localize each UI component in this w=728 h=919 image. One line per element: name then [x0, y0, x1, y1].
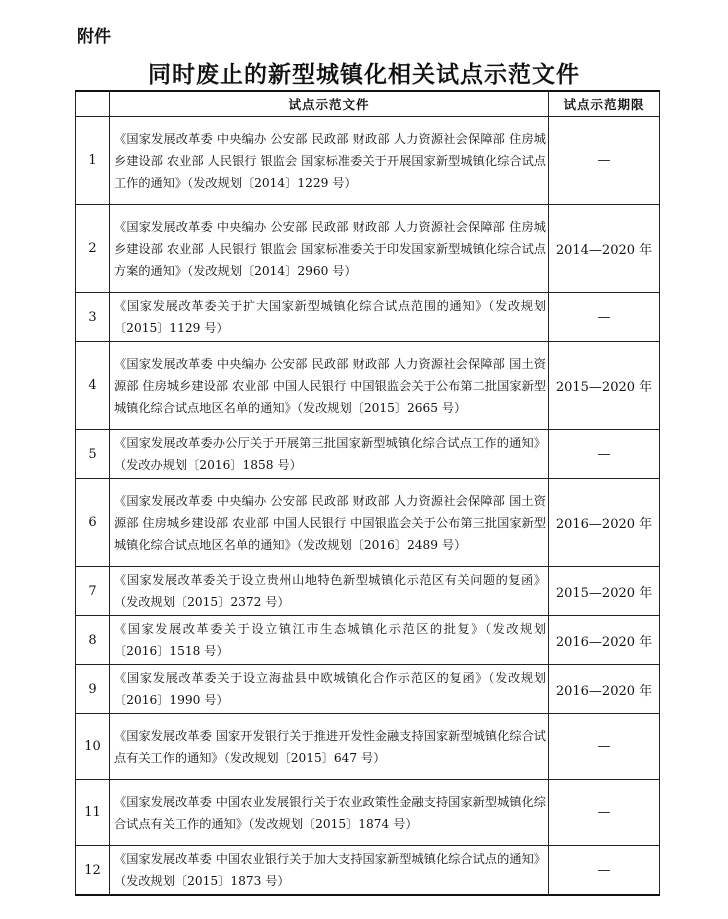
- table-row: [76, 479, 660, 567]
- row-period: 2016—2020 年: [549, 616, 660, 665]
- row-document: 《国家发展改革委关于设立海盐县中欧城镇化合作示范区的复函》（发改规划〔2016〕1990 号）: [110, 665, 549, 714]
- row-document: 《国家发展改革委 中央编办 公安部 民政部 财政部 人力资源社会保障部 国土资源部 住房城乡建设部 农业部 中国人民银行 中国银监会关于公布第二批国家新型城镇化综合试点地区名单的通知》（发改规划〔2015〕2665 号）: [110, 342, 549, 430]
- table-row: [76, 430, 660, 479]
- row-period: —: [549, 780, 660, 846]
- table-row: [76, 616, 660, 665]
- table-row: [76, 665, 660, 714]
- row-period: —: [549, 714, 660, 780]
- header-document: 试点示范文件: [110, 91, 549, 117]
- row-document: 《国家发展改革委关于设立镇江市生态城镇化示范区的批复》（发改规划〔2016〕1518 号）: [110, 616, 549, 665]
- row-number: 7: [76, 567, 110, 616]
- row-document: 《国家发展改革委关于设立贵州山地特色新型城镇化示范区有关问题的复函》（发改规划〔2015〕2372 号）: [110, 567, 549, 616]
- row-document: 《国家发展改革委关于扩大国家新型城镇化综合试点范围的通知》（发改规划〔2015〕1129 号）: [110, 293, 549, 342]
- row-number: 6: [76, 479, 110, 567]
- row-document: 《国家发展改革委 中国农业银行关于加大支持国家新型城镇化综合试点的通知》（发改规划〔2015〕1873 号）: [110, 846, 549, 896]
- row-number: 1: [76, 117, 110, 205]
- row-period: 2014—2020 年: [549, 205, 660, 293]
- row-number: 10: [76, 714, 110, 780]
- table-row: [76, 780, 660, 846]
- row-number: 2: [76, 205, 110, 293]
- row-document: 《国家发展改革委 国家开发银行关于推进开发性金融支持国家新型城镇化综合试点有关工作的通知》（发改规划〔2015〕647 号）: [110, 714, 549, 780]
- row-document: 《国家发展改革委办公厅关于开展第三批国家新型城镇化综合试点工作的通知》（发改办规划〔2016〕1858 号）: [110, 430, 549, 479]
- row-document: 《国家发展改革委 中央编办 公安部 民政部 财政部 人力资源社会保障部 住房城乡建设部 农业部 人民银行 银监会 国家标准委关于印发国家新型城镇化综合试点方案的通知》（发改规划〔2014〕2960 号）: [110, 205, 549, 293]
- pilot-documents-table: [75, 90, 660, 896]
- row-period: —: [549, 293, 660, 342]
- header-period: 试点示范期限: [549, 91, 660, 117]
- row-period: —: [549, 846, 660, 896]
- table-header-row: [76, 91, 660, 117]
- document-title: 同时废止的新型城镇化相关试点示范文件: [148, 61, 580, 88]
- table-row: [76, 846, 660, 896]
- table-row: [76, 714, 660, 780]
- table-row: [76, 293, 660, 342]
- header-number: [76, 91, 110, 117]
- row-document: 《国家发展改革委 中央编办 公安部 民政部 财政部 人力资源社会保障部 住房城乡建设部 农业部 人民银行 银监会 国家标准委关于开展国家新型城镇化综合试点工作的通知》（发改规划〔2014〕1229 号）: [110, 117, 549, 205]
- table-row: [76, 117, 660, 205]
- table-row: [76, 342, 660, 430]
- table-row: [76, 567, 660, 616]
- row-number: 4: [76, 342, 110, 430]
- attachment-label: 附件: [77, 27, 111, 47]
- row-number: 8: [76, 616, 110, 665]
- row-number: 9: [76, 665, 110, 714]
- row-number: 3: [76, 293, 110, 342]
- table-row: [76, 205, 660, 293]
- row-period: 2016—2020 年: [549, 479, 660, 567]
- row-number: 12: [76, 846, 110, 896]
- row-period: 2016—2020 年: [549, 665, 660, 714]
- row-period: 2015—2020 年: [549, 567, 660, 616]
- row-period: —: [549, 430, 660, 479]
- row-document: 《国家发展改革委 中央编办 公安部 民政部 财政部 人力资源社会保障部 国土资源部 住房城乡建设部 农业部 中国人民银行 中国银监会关于公布第三批国家新型城镇化综合试点地区名单的通知》（发改规划〔2016〕2489 号）: [110, 479, 549, 567]
- row-period: 2015—2020 年: [549, 342, 660, 430]
- row-period: —: [549, 117, 660, 205]
- row-document: 《国家发展改革委 中国农业发展银行关于农业政策性金融支持国家新型城镇化综合试点有关工作的通知》（发改规划〔2015〕1874 号）: [110, 780, 549, 846]
- row-number: 5: [76, 430, 110, 479]
- row-number: 11: [76, 780, 110, 846]
